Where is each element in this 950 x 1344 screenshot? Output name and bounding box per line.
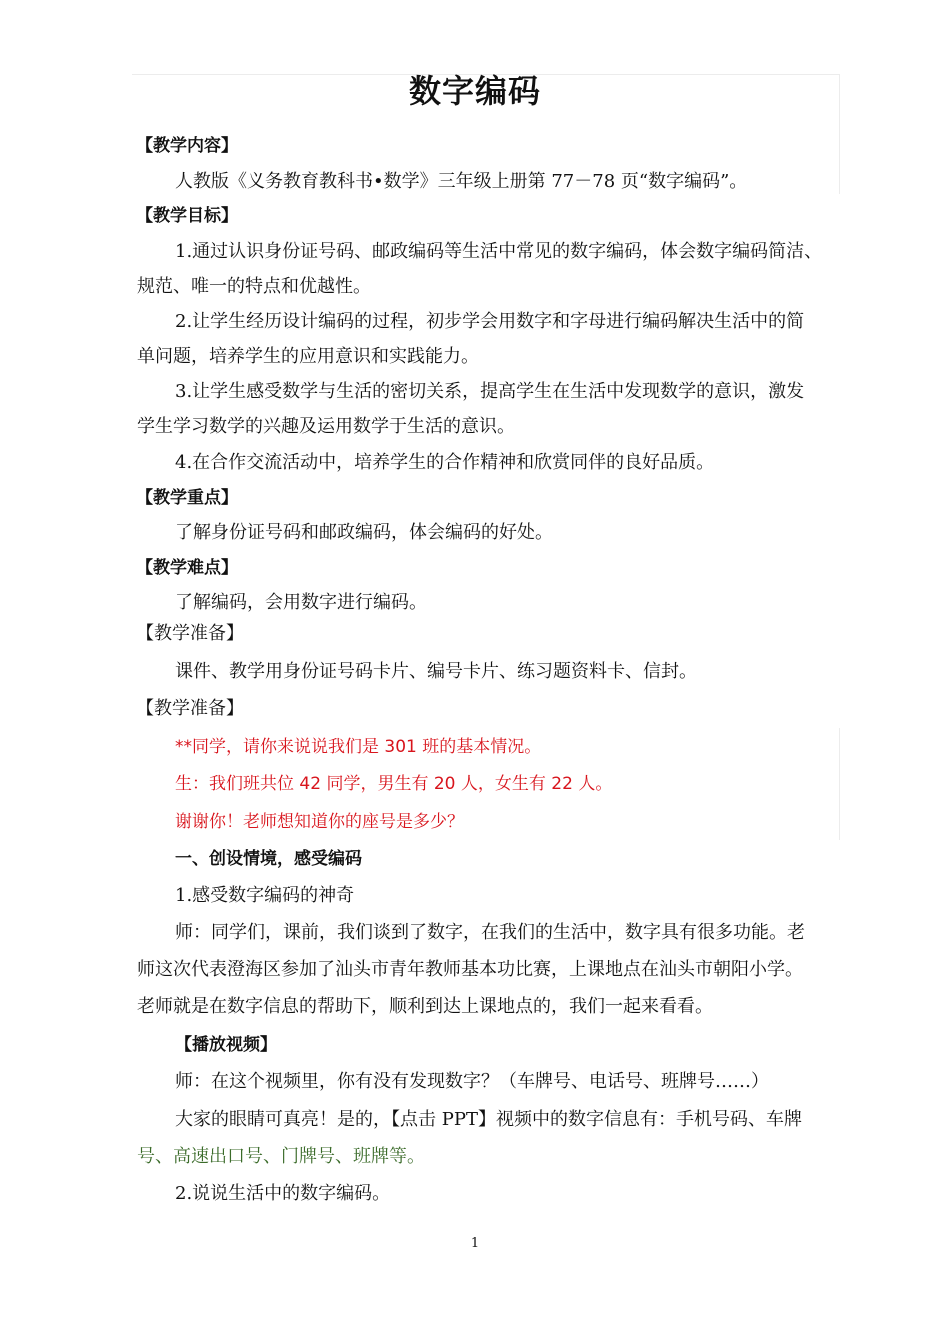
teacher-line-3b: 号、高速出口号、门牌号、班牌等。 (137, 1146, 425, 1167)
page-number: 1 (470, 1236, 480, 1251)
key-points-heading: 【教学重点】 (136, 488, 238, 508)
goal-2-line-2: 单问题，培养学生的应用意识和实践能力。 (137, 346, 479, 367)
teacher-line-3a: 大家的眼睛可真亮！是的，【点击 PPT】视频中的数字信息有：手机号码、车牌 (175, 1109, 802, 1130)
goal-1-line-2: 规范、唯一的特点和优越性。 (137, 276, 371, 297)
preparation-text: 课件、教学用身份证号码卡片、编号卡片、练习题资料卡、信封。 (175, 661, 697, 682)
dialogue-red-1: **同学，请你来说说我们是 301 班的基本情况。 (175, 737, 542, 757)
teacher-line-2: 师：在这个视频里，你有没有发现数字？（车牌号、电话号、班牌号……） (175, 1071, 769, 1092)
goal-4: 4.在合作交流活动中，培养学生的合作精神和欣赏同伴的良好品质。 (175, 452, 715, 473)
preparation-heading-2: 【教学准备】 (136, 698, 244, 719)
teacher-line-1a: 师：同学们，课前，我们谈到了数字，在我们的生活中，数字具有很多功能。老 (175, 922, 805, 943)
part-1-heading: 一、创设情境，感受编码 (175, 849, 362, 869)
difficulty-heading: 【教学难点】 (136, 558, 238, 578)
goal-3-line-1: 3.让学生感受数学与生活的密切关系，提高学生在生活中发现数学的意识，激发 (175, 381, 805, 402)
difficulty-text: 了解编码，会用数字进行编码。 (175, 592, 427, 613)
part-1-subheading-2: 2.说说生活中的数字编码。 (175, 1183, 391, 1204)
key-points-text: 了解身份证号码和邮政编码，体会编码的好处。 (175, 522, 553, 543)
teacher-line-1b: 师这次代表澄海区参加了汕头市青年教师基本功比赛，上课地点在汕头市朝阳小学。 (137, 959, 803, 980)
content-heading: 【教学内容】 (136, 136, 238, 156)
goals-heading: 【教学目标】 (136, 206, 238, 226)
page-title: 数字编码 (408, 72, 541, 110)
goal-2-line-1: 2.让学生经历设计编码的过程，初步学会用数字和字母进行编码解决生活中的简 (175, 311, 805, 332)
dialogue-red-2: 生：我们班共位 42 同学，男生有 20 人，女生有 22 人。 (175, 774, 613, 794)
goal-1-line-1: 1.通过认识身份证号码、邮政编码等生活中常见的数字编码，体会数字编码简洁、 (175, 241, 823, 262)
dialogue-red-3: 谢谢你！老师想知道你的座号是多少？ (175, 812, 464, 832)
goal-3-line-2: 学生学习数学的兴趣及运用数学于生活的意识。 (137, 416, 515, 437)
part-1-subheading-1: 1.感受数字编码的神奇 (175, 885, 355, 906)
content-text: 人教版《义务教育教科书•数学》三年级上册第 77－78 页“数字编码”。 (175, 171, 748, 192)
video-heading: 【播放视频】 (175, 1035, 277, 1055)
teacher-line-1c: 老师就是在数字信息的帮助下，顺利到达上课地点的，我们一起来看看。 (137, 996, 713, 1017)
frame-line-right-lower (839, 728, 840, 840)
preparation-heading: 【教学准备】 (136, 623, 244, 644)
